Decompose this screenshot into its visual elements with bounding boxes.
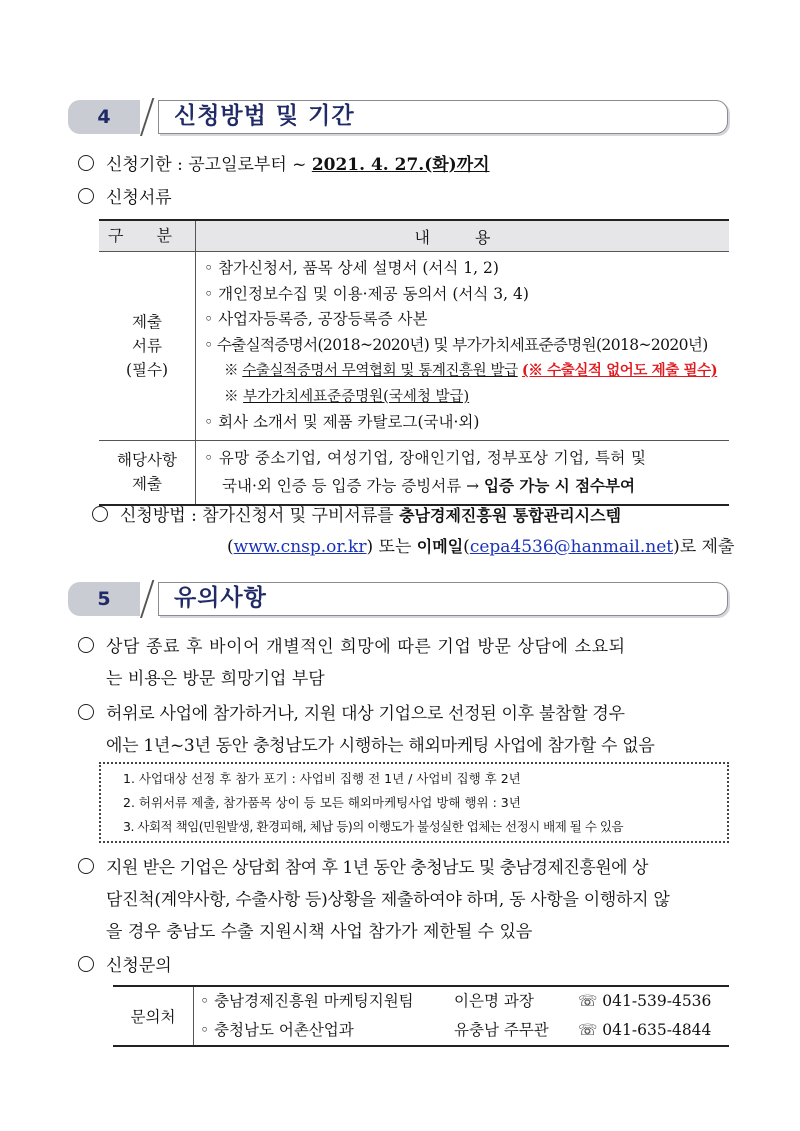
section-number: 4 [68,100,140,134]
circle-bullet-icon [92,506,108,522]
note-mark: ※ [224,388,244,405]
list-item [204,472,721,500]
email-label: 이메일 [416,537,464,556]
table-header-row [99,220,729,252]
method-text: 신청방법 : 참가신청서 및 구비서류를 [120,506,400,526]
docs-label: 신청서류 [106,188,172,208]
note-text: 부가가치세표준증명원(국세청 발급) [243,388,470,405]
deadline-label: 신청기한 : 공고일로부터 ~ [106,155,312,175]
note-text: 을 경우 충남도 수출 지원시책 사업 참가가 제한될 수 있음 [106,922,533,942]
table-row [113,986,729,1046]
method-mid: ) 또는 [366,537,417,557]
note-text: 지원 받은 기업은 상담회 참여 후 1년 동안 충청남도 및 충남경제진흥원에 상 [106,858,648,878]
header-content: 내 용 [196,220,730,252]
contact-phone[interactable]: ☏ 041-539-4536 [578,992,712,1010]
method-end: )로 제출 [673,537,735,557]
label-line: 제출 [132,475,162,493]
note-text: 에는 1년~3년 동안 충청남도가 시행하는 해외마케팅 사업에 참가할 수 없음 [106,736,655,756]
note-text: 수출실적증명서 무역협회 및 통계진흥원 발급 [242,363,518,379]
website-link[interactable]: www.cnsp.or.kr [233,537,367,557]
note-text: 상담 종료 후 바이어 개별적인 희망에 따른 기업 방문 상담에 소요되 [106,637,626,657]
inquiry-table [113,985,729,1047]
table-row [99,252,729,441]
circle-bullet-icon [78,704,94,720]
label-line: (필수) [125,360,169,379]
list-item: ◦ 유망 중소기업, 여성기업, 장애인기업, 정부포상 기업, 특허 및 [204,448,647,467]
section-5-header [68,582,728,616]
circle-bullet-icon [78,637,94,653]
note-line [204,385,721,411]
circle-bullet-icon [78,858,94,874]
label-line: 서류 [132,336,162,355]
circle-bullet-icon [78,188,94,204]
section-4-header [68,100,728,134]
paren: ( [463,537,470,557]
circle-bullet-icon [78,956,94,972]
method-system: 충남경제진흥원 통합관리시스템 [399,506,622,525]
note-line [204,358,721,385]
contact-person: 이은명 과장 [454,992,534,1010]
docs-label-line [78,183,172,208]
note-text: 담진척(계약사항, 수출사항 등)상황을 제출하여야 하며, 동 사항을 이행하지 않 [106,890,670,910]
list-item: ◦ 사업자등록증, 공장등록증 사본 [204,310,428,328]
label-line: 해당사항 [117,451,177,469]
email-link[interactable]: cepa4536@hanmail.net [469,537,674,557]
note-text: 는 비용은 방문 희망기업 부담 [106,669,325,689]
inquiry-label: 신청문의 [106,956,172,976]
contact-org: ◦ 충남경제진흥원 마케팅지원팀 [200,992,414,1010]
contact-person: 유충남 주무관 [454,1021,549,1039]
inquiry-cell-label: 문의처 [113,986,194,1046]
method-line-2 [227,532,734,557]
section-number: 5 [68,582,140,616]
list-item: 3. 사회적 책임(민원발생, 환경피해, 체납 등)의 이행도가 불성실한 업체는 선정시 배제 될 수 있음 [123,819,624,834]
label-line: 제출 [132,312,162,331]
item-bold: 입증 가능 시 점수부여 [484,475,635,495]
inquiry-cell-content [194,986,730,1046]
deadline-line [78,150,490,175]
method-line-1 [92,501,621,526]
contact-phone[interactable]: ☏ 041-635-4844 [578,1021,712,1039]
contact-row [200,987,723,1016]
note-item-3 [78,853,648,878]
row-content-optional [196,440,730,505]
item-text: 국내·외 인증 등 입증 가능 증빙서류 → [222,476,485,495]
deadline-value: 2021. 4. 27.(화)까지 [311,155,490,175]
divider-slash [140,98,154,136]
section-title: 신청방법 및 기간 [174,103,355,129]
list-item: ◦ 회사 소개서 및 제품 카탈로그(국내·외) [204,413,480,431]
contact-row [200,1016,723,1045]
row-label-required [99,252,196,441]
documents-table [99,219,729,506]
row-content-required [196,252,730,441]
header-category: 구 분 [99,220,196,252]
list-item: ◦ 수출실적증명서(2018~2020년) 및 부가가치세표준증명원(2018~2020년) [204,335,708,354]
note-text: 허위로 사업에 참가하거나, 지원 대상 기업으로 선정된 이후 불참할 경우 [106,704,625,724]
list-item: 1. 사업대상 선정 후 참가 포기 : 사업비 집행 전 1년 / 사업비 집행 후 2년 [123,771,521,786]
note-item-3-cont [106,885,669,910]
note-item-2 [78,699,625,724]
inquiry-label-line [78,951,172,976]
list-item: ◦ 참가신청서, 품목 상세 설명서 (서식 1, 2) [204,259,499,277]
row-label-optional [99,440,196,505]
divider-slash [140,580,154,618]
note-item-1 [78,632,626,657]
note-item-1-cont [106,664,325,689]
list-item: ◦ 개인정보수집 및 이용·제공 동의서 (서식 3, 4) [204,284,529,303]
section-title: 유의사항 [174,585,267,611]
list-item: 2. 허위서류 제출, 참가품목 상이 등 모든 해외마케팅사업 방해 행위 : 3년 [123,795,521,810]
note-item-2-cont [106,731,654,756]
table-row [99,440,729,505]
circle-bullet-icon [78,155,94,171]
penalty-box [99,762,729,843]
contact-org: ◦ 충청남도 어촌산업과 [200,1021,354,1039]
note-mark: ※ [224,363,243,379]
note-red: (※ 수출실적 없어도 제출 필수) [521,362,718,379]
note-item-3-cont2 [106,917,532,942]
paren: ( [227,537,234,557]
